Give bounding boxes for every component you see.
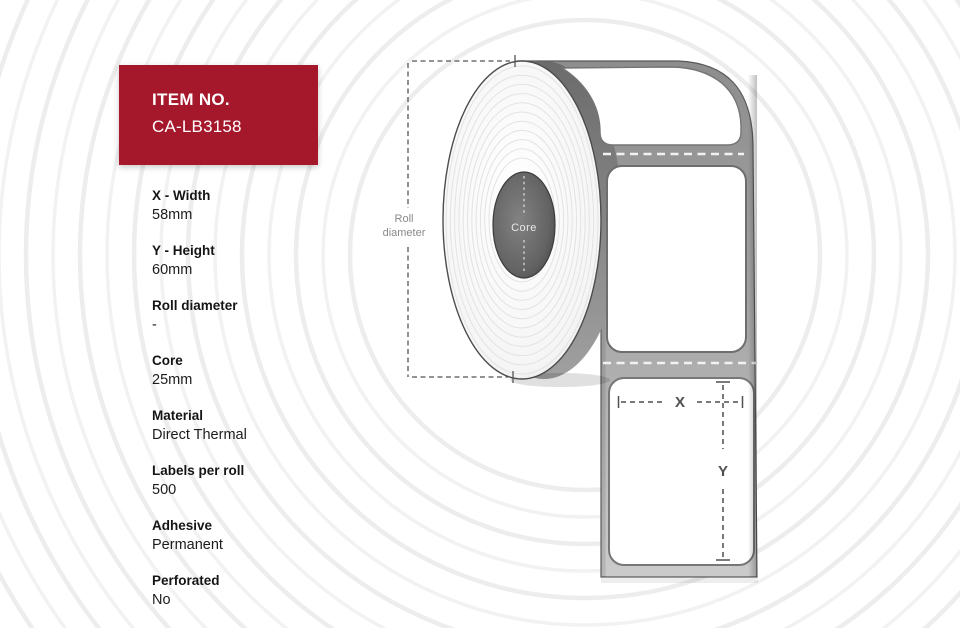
item-number-box bbox=[119, 65, 318, 165]
spec-group-adhesive bbox=[152, 516, 382, 556]
y-dimension-label: Y bbox=[717, 463, 729, 480]
item-number-heading: ITEM NO. bbox=[152, 90, 230, 109]
spec-value: - bbox=[152, 317, 157, 333]
spec-label: Labels per roll bbox=[152, 463, 245, 478]
label-blank-middle bbox=[607, 166, 746, 352]
spec-value: 25mm bbox=[152, 372, 193, 388]
spec-group-x-width bbox=[152, 186, 382, 226]
x-dimension-label: X bbox=[674, 394, 686, 411]
spec-value: 58mm bbox=[152, 207, 193, 223]
roll-diameter-label-line2: diameter bbox=[382, 227, 426, 239]
spec-group-perforated bbox=[152, 571, 382, 611]
roll-core bbox=[493, 172, 555, 278]
spec-value: No bbox=[152, 592, 171, 608]
spec-label: Core bbox=[152, 353, 183, 368]
spec-label: Adhesive bbox=[152, 518, 213, 533]
spec-value: Direct Thermal bbox=[152, 427, 247, 443]
strip-right-shade bbox=[748, 75, 757, 577]
core-label: Core bbox=[511, 222, 537, 234]
item-number-value: CA-LB3158 bbox=[152, 117, 242, 136]
spec-group-material bbox=[152, 406, 382, 446]
spec-value: 60mm bbox=[152, 262, 193, 278]
spec-value: 500 bbox=[152, 482, 177, 498]
strip-bottom-shadow bbox=[601, 578, 758, 583]
spec-group-core bbox=[152, 351, 382, 391]
spec-group-roll-diameter bbox=[152, 296, 382, 336]
spec-label: Perforated bbox=[152, 573, 220, 588]
spec-group-y-height bbox=[152, 241, 382, 281]
spec-label: X - Width bbox=[152, 188, 211, 203]
spec-value: Permanent bbox=[152, 537, 223, 553]
spec-label: Y - Height bbox=[152, 243, 215, 258]
spec-label: Material bbox=[152, 408, 204, 423]
roll-diameter-label-line1: Roll bbox=[394, 213, 414, 225]
spec-group-labels-per-roll bbox=[152, 461, 382, 501]
spec-label: Roll diameter bbox=[152, 298, 238, 313]
spec-list bbox=[152, 186, 382, 626]
